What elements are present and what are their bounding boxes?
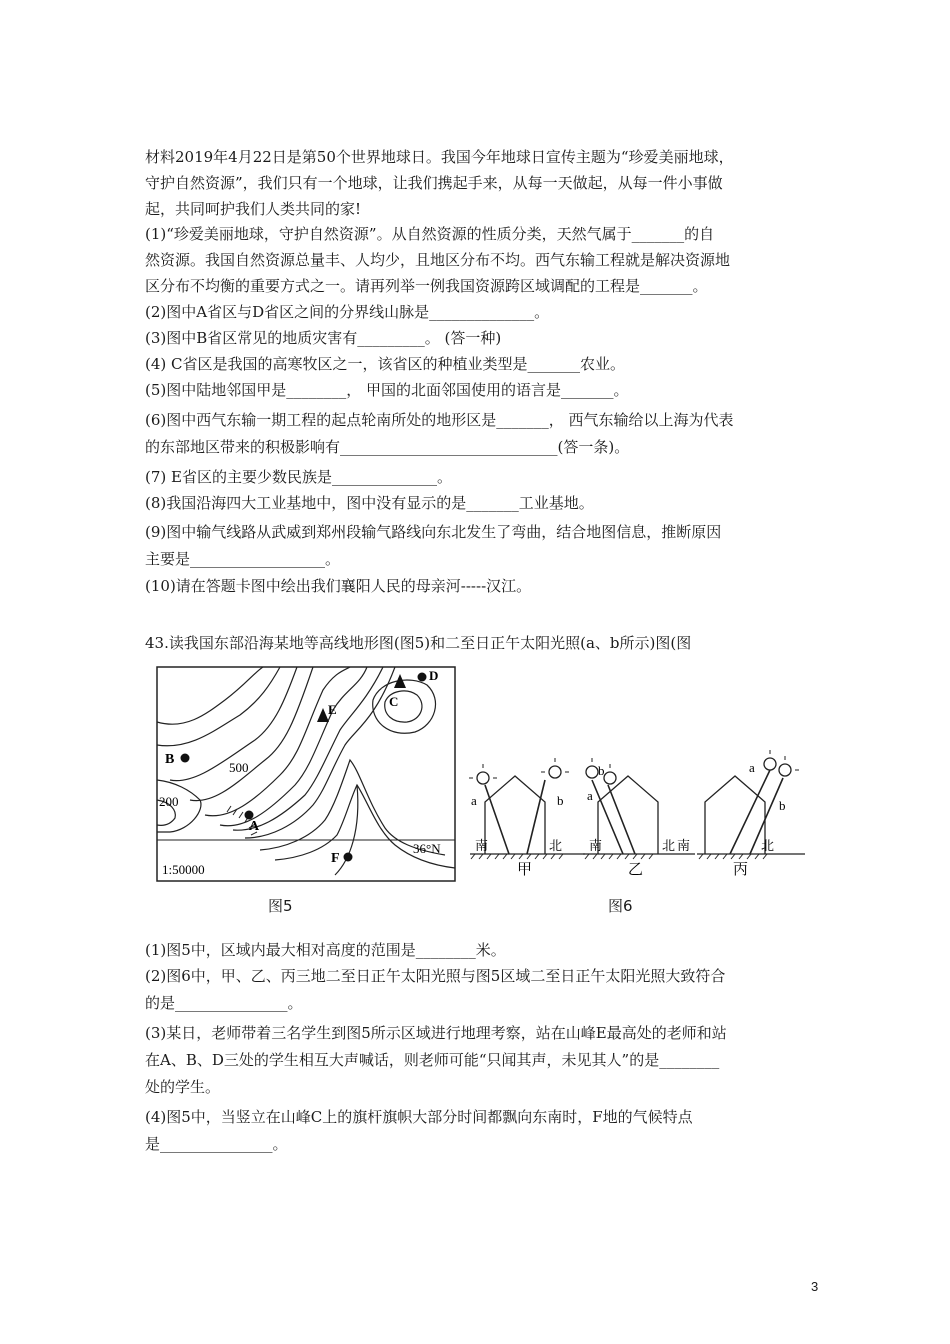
point-f-label: F [331,851,340,866]
q8-line: (8)我国沿海四大工业基地中，图中没有显示的是_______工业基地。 [145,494,594,512]
jia-south-label: 南 [475,838,489,853]
q43-1-line: (1)图5中，区域内最大相对高度的范围是________米。 [145,941,506,959]
sunlight-svg [465,660,810,880]
q43-3-line-3: 处的学生。 [145,1078,221,1096]
point-d-label: D [429,668,439,683]
yi-north-label: 北 [662,838,676,853]
bing-ray-a-label: a [749,760,755,775]
q43-3-line-2: 在A、B、D三处的学生相互大声喊话，则老师可能“只闻其声，未见其人”的是________ [145,1051,720,1069]
point-d-dot [418,673,427,682]
figure-6-caption: 图6 [608,897,633,915]
q6-line-2: 的东部地区带来的积极影响有_____________________________(答一条)。 [145,438,630,456]
latitude-label: 36°N [413,841,441,856]
q2-line: (2)图中A省区与D省区之间的分界线山脉是______________。 [145,303,550,321]
jia-north-label: 北 [549,838,563,853]
ground-hatching [471,854,767,859]
q9-line-2: 主要是__________________。 [145,550,341,568]
q1-line-2: 然资源。我国自然资源总量丰、人均少，且地区分布不均。西气东输工程就是解决资源地 [145,251,731,269]
bing-north-label: 北 [761,838,775,853]
q9-line-1: (9)图中输气线路从武威到郑州段输气路线向东北发生了弯曲，结合地图信息，推断原因 [145,523,722,541]
jia-ray-b-label: b [557,793,564,808]
point-c-label: C [389,694,399,709]
point-b-dot [181,754,190,763]
q43-4-line-2: 是_______________。 [145,1135,288,1153]
material-line-2: 守护自然资源”，我们只有一个地球，让我们携起手来，从每一天做起，从每一件小事做 [145,174,723,192]
q3-line: (3)图中B省区常见的地质灾害有_________。 (答一种) [145,329,502,347]
figure-5-contour-map [145,660,465,920]
figure-5-caption: 图5 [268,897,293,915]
point-b-label: B [165,752,175,767]
q1-line-1: (1)“珍爱美丽地球，守护自然资源”。从自然资源的性质分类，天然气属于_______的自 [145,225,715,243]
yi-ray-a-label: a [587,788,593,803]
panel-yi-label: 乙 [628,862,644,878]
bing-ray-b-label: b [779,798,786,813]
q4-line: (4) C省区是我国的高寒牧区之一，该省区的种植业类型是_______农业。 [145,355,625,373]
point-a-label: A [249,819,260,834]
panel-jia-label: 甲 [517,862,533,878]
panel-bing-label: 丙 [733,862,749,878]
jia-ray-a-label: a [471,793,477,808]
yi-south-label: 南 [589,838,603,853]
q1-line-3: 区分布不均衡的重要方式之一。请再列举一例我国资源跨区域调配的工程是_______。 [145,277,708,295]
q5-line: (5)图中陆地邻国甲是________， 甲国的北面邻国使用的语言是_______。 [145,381,629,399]
q10-line: (10)请在答题卡图中绘出我们襄阳人民的母亲河-----汉江。 [145,577,532,595]
question-43-title: 43.读我国东部沿海某地等高线地形图(图5)和二至日正午太阳光照(a、b所示)图(图 [145,634,692,652]
q43-2-line-1: (2)图6中，甲、乙、丙三地二至日正午太阳光照与图5区域二至日正午太阳光照大致符合 [145,967,726,985]
figure-6-sunlight-diagrams [465,660,810,880]
point-e-label: E [328,702,337,717]
page-number: 3 [811,1279,819,1294]
yi-ray-b-label: b [598,763,605,778]
q43-2-line-2: 的是_______________。 [145,994,303,1012]
bing-south-label: 南 [677,838,691,853]
contour-map-svg [145,660,465,920]
q43-3-line-1: (3)某日，老师带着三名学生到图5所示区域进行地理考察，站在山峰E最高处的老师和站 [145,1024,727,1042]
material-line-1: 材料2019年4月22日是第50个世界地球日。我国今年地球日宣传主题为“珍爱美丽地球， [145,148,734,166]
contour-label-500: 500 [229,760,249,775]
q43-4-line-1: (4)图5中，当竖立在山峰C上的旗杆旗帜大部分时间都飘向东南时，F地的气候特点 [145,1108,693,1126]
scale-label: 1:50000 [162,862,205,877]
material-line-3: 起，共同呵护我们人类共同的家! [145,200,362,218]
q7-line: (7) E省区的主要少数民族是______________。 [145,468,452,486]
contour-label-200: 200 [159,794,179,809]
point-f-dot [344,853,353,862]
q6-line-1: (6)图中西气东输一期工程的起点轮南所处的地形区是_______， 西气东输给以上海为代表 [145,411,734,429]
